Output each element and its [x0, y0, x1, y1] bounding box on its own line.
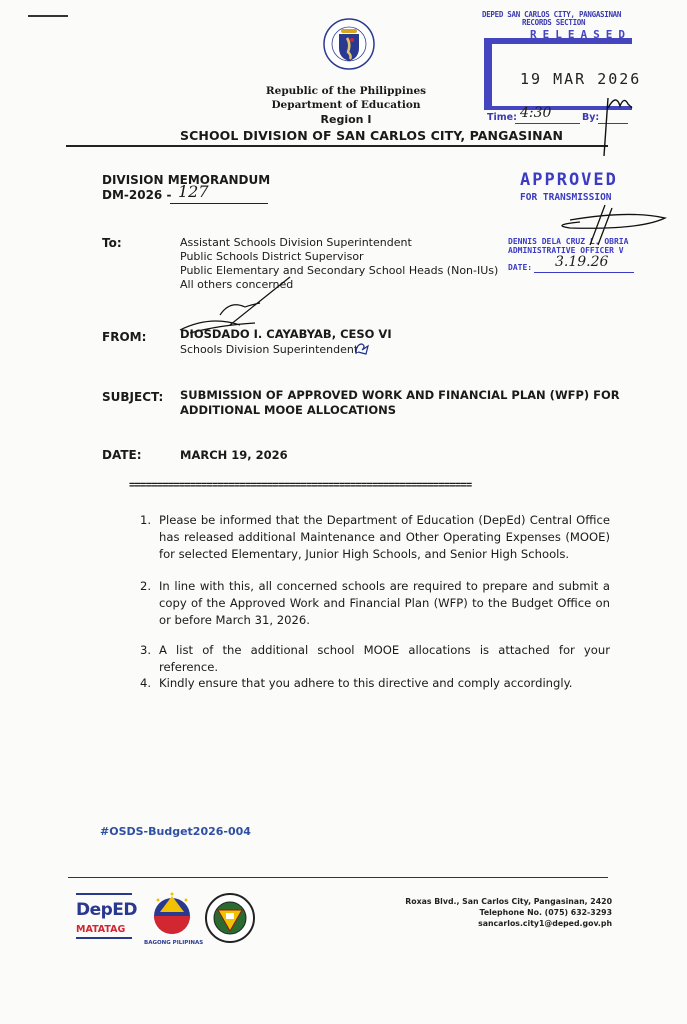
- records-stamp-date: 19 MAR 2026: [520, 70, 642, 88]
- body-paragraph: [140, 642, 610, 676]
- records-stamp-by-label: By:: [582, 112, 600, 123]
- memo-title: DIVISION MEMORANDUM: [102, 173, 271, 187]
- to-recipient: Assistant Schools Division Superintendent: [180, 236, 412, 249]
- deped-logo-text: DepED: [76, 900, 138, 920]
- from-label: FROM:: [102, 330, 147, 344]
- paragraph-text: In line with this, all concerned schools are required to prepare and submit a copy of the Approved Work and Financial Plan (WFP) to the Budget Office on or before March 31, 2026.: [159, 579, 610, 627]
- separator-line: ==============================================================: [129, 479, 472, 491]
- approved-stamp-name: DENNIS DELA CRUZ L. OBRIA: [508, 237, 629, 246]
- header-divider: [66, 145, 608, 147]
- date-label: DATE:: [102, 448, 142, 462]
- approved-stamp-subtitle: FOR TRANSMISSION: [520, 192, 612, 203]
- footer-email[interactable]: sancarlos.city1@deped.gov.ph: [478, 919, 612, 928]
- paragraph-number: 1.: [140, 513, 152, 527]
- memo-number-prefix: DM-2026 -: [102, 188, 172, 202]
- paragraph-text: Kindly ensure that you adhere to this directive and comply accordingly.: [159, 676, 573, 690]
- republic-heading: Republic of the Philippines: [265, 85, 427, 97]
- approved-stamp-position: ADMINISTRATIVE OFFICER V: [508, 246, 624, 255]
- deped-seal-icon: [323, 18, 375, 70]
- paragraph-text: Please be informed that the Department of Education (DepEd) Central Office has released additional Maintenance and Other Operating Expenses (MOOE) for selected Elementary, Junior High Schools, and Senior High Schools.: [159, 513, 610, 561]
- paragraph-number: 4.: [140, 676, 152, 690]
- paragraph-text: A list of the additional school MOOE allocations is attached for your reference.: [159, 643, 610, 674]
- from-position: Schools Division Superintendent: [180, 343, 359, 356]
- paragraph-number: 2.: [140, 579, 152, 593]
- matatag-logo-text: MATATAG: [76, 924, 126, 935]
- to-recipient: All others concerned: [180, 278, 294, 291]
- footer-address: Roxas Blvd., San Carlos City, Pangasinan, 2420: [405, 897, 612, 906]
- sdo-san-carlos-seal-icon: [205, 893, 255, 943]
- approved-stamp-date-value: 3.19.26: [555, 254, 609, 270]
- to-recipient: Public Elementary and Secondary School Heads (Non-IUs): [180, 264, 499, 277]
- body-paragraph: [140, 512, 610, 563]
- region-heading: Region I: [320, 113, 372, 126]
- records-stamp-time-label: Time:: [487, 112, 517, 123]
- records-stamp-time-line: [515, 123, 580, 124]
- subject-label: SUBJECT:: [102, 390, 164, 404]
- division-heading: SCHOOL DIVISION OF SAN CARLOS CITY, PANGASINAN: [180, 128, 563, 143]
- subject-text: SUBMISSION OF APPROVED WORK AND FINANCIAL PLAN (WFP) FOR ADDITIONAL MOOE ALLOCATIONS: [180, 388, 620, 417]
- footer-telephone: Telephone No. (075) 632-3293: [479, 908, 612, 917]
- records-stamp-office: DEPED SAN CARLOS CITY, PANGASINAN: [482, 10, 622, 19]
- date-value: MARCH 19, 2026: [180, 448, 288, 462]
- reference-hashtag: #OSDS-Budget2026-004: [100, 825, 251, 838]
- from-name: DIOSDADO I. CAYABYAB, CESO VI: [180, 327, 392, 341]
- approved-stamp-date-label: DATE:: [508, 263, 533, 272]
- bagong-pilipinas-text: BAGONG PILIPINAS: [144, 940, 204, 946]
- department-heading: Department of Education: [271, 99, 421, 111]
- records-stamp-by-line: [598, 123, 628, 124]
- to-recipient: Public Schools District Supervisor: [180, 250, 364, 263]
- approved-stamp-date-line: [534, 272, 634, 273]
- corner-mark: [28, 15, 68, 17]
- approved-stamp-title: APPROVED: [520, 170, 618, 190]
- deped-matatag-logo: [76, 893, 138, 943]
- memo-number-value: 127: [178, 182, 209, 201]
- to-label: To:: [102, 236, 122, 250]
- bagong-pilipinas-icon: [144, 890, 200, 936]
- to-list: [180, 236, 498, 292]
- paragraph-number: 3.: [140, 643, 152, 657]
- records-stamp-status: RELEASED: [530, 28, 631, 41]
- memo-number-line: [170, 203, 268, 204]
- records-stamp-section: RECORDS SECTION: [522, 18, 586, 27]
- body-paragraph: [140, 578, 610, 629]
- footer-divider: [68, 877, 608, 878]
- records-stamp-time-value: 4:30: [520, 105, 552, 121]
- bagong-pilipinas-logo: [144, 890, 204, 950]
- body-paragraph: [140, 675, 610, 692]
